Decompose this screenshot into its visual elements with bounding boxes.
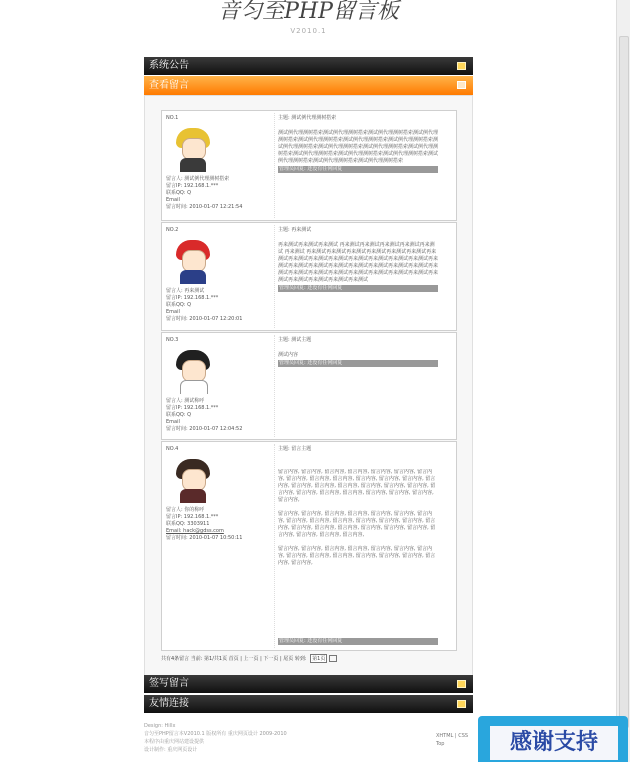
- message-time: 留言时间: 2010-01-07 12:21:54: [166, 204, 243, 210]
- avatar: [172, 126, 214, 172]
- announce-bar[interactable]: [144, 57, 473, 75]
- message-subject: 主题: 测试例代理测树搭索: [278, 115, 337, 121]
- message-email[interactable]: Email: [166, 419, 180, 425]
- message-author: 留言人: 再来测试: [166, 288, 205, 294]
- write-title: 签写留言: [149, 678, 189, 689]
- admin-reply: 管理员回复: 还没有任何回复: [278, 166, 438, 173]
- message-qq: 联系QQ: Q: [166, 190, 192, 196]
- message-list: [144, 95, 473, 677]
- message-item: [161, 110, 457, 221]
- message-number: NO.4: [166, 446, 179, 452]
- chevron-down-icon[interactable]: [329, 655, 337, 662]
- footer-design: Design: Hillx: [144, 723, 176, 729]
- footer-validators[interactable]: XHTML | CSS: [436, 733, 469, 739]
- view-title: 查看留言: [149, 80, 189, 91]
- message-ip: 留言IP: 192.168.1.***: [166, 295, 219, 301]
- message-email[interactable]: Email: [166, 309, 180, 315]
- message-author: 留言人: 测试例代理测树搭索: [166, 176, 230, 182]
- message-subject: 主题: 再来测试: [278, 227, 312, 233]
- site-version: V2010.1: [290, 27, 327, 35]
- message-qq: 联系QQ: Q: [166, 302, 192, 308]
- message-subject: 主题: 留言主题: [278, 446, 312, 452]
- message-content: 测试内容: [278, 352, 299, 358]
- page-select[interactable]: 第1页: [312, 656, 326, 662]
- admin-reply: 管理员回复: 还没有任何回复: [278, 638, 438, 645]
- folder-icon: [457, 700, 466, 708]
- write-section: [144, 675, 473, 693]
- message-email[interactable]: Email: hack@gdss.com: [166, 528, 224, 534]
- message-item: [161, 332, 457, 440]
- message-author: 留言人: 你的称呼: [166, 507, 205, 513]
- view-section: [144, 76, 473, 95]
- thanks-badge[interactable]: [478, 716, 628, 762]
- site-title: 音匀至PHP留言板: [218, 0, 399, 24]
- message-ip: 留言IP: 192.168.1.***: [166, 514, 219, 520]
- message-time: 留言时间: 2010-01-07 12:04:52: [166, 426, 243, 432]
- page-scrollbar[interactable]: [616, 0, 630, 762]
- admin-reply: 管理员回复: 还没有任何回复: [278, 360, 438, 367]
- thanks-text: 感谢支持: [490, 726, 618, 760]
- links-bar[interactable]: [144, 695, 473, 713]
- message-item: [161, 222, 457, 331]
- links-title: 友情连接: [149, 698, 189, 709]
- scrollbar-thumb[interactable]: [619, 36, 629, 728]
- avatar: [172, 348, 214, 394]
- folder-icon: [457, 680, 466, 688]
- footer-maker[interactable]: 设计制作: 重庆网页设计: [144, 747, 198, 753]
- message-content: 测试例代理测树搭索测试例代理测树搭索测试例代理测树搭索测试例代理测树搭索测试例代理测树搭索测试例代理测树搭索测试例代理测树搭索测试例代理测树搭索测试例代理测树搭索测试例代理测树搭索测试例代理测树搭索测试例代理测树搭索测试例代理测树搭索测试例代理测树搭索测试例代理测树搭索测试例代理测树搭索测试例代理测树搭索: [278, 130, 439, 164]
- message-content: 再来测试再来测试再来测试 再来测试再来测试再来测试再来测试再来测试 再来测试 再来测试再来测试再来测试再来测试再来测试再来测试再来测试再来测试再来测试再来测试再来测试再来测试再来测试再来测试再来测试再来测试再来测试再来测试再来测试再来测试再来测试再来测试再来测试再来测试再来测试再来测试再来测试再来测试再来测试再来测试再来测试再来测试再来测试再来测试再来测试: [278, 242, 439, 283]
- announce-title: 系统公告: [149, 60, 189, 71]
- message-ip: 留言IP: 192.168.1.***: [166, 183, 219, 189]
- write-bar[interactable]: [144, 675, 473, 693]
- pagination-summary[interactable]: 共有4条留言 当前: 第1/共1页 首页 | 上一页 | 下一页 | 尾页 转到:: [161, 656, 307, 662]
- message-content: 留言内容, 留言内容, 留言内容, 留言内容, 留言内容, 留言内容, 留言内容, 留言内容, 留言内容, 留言内容, 留言内容, 留言内容, 留言内容, 留言内容, 留言内容, 留言内容, 留言内容, 留言内容, 留言内容, 留言内容, 留言内容, 留言内容, 留言内容, 留言内容, 留言内容, 留言内容, 留言内容, 留言内容, 留言内容, 留言内容, 留言内容, 留言内容, 留言内容, 留言内容, 留言内容, 留言内容, 留言内容, 留言内容, 留言内容, 留言内容, 留言内容, 留言内容, 留言内容, 留言内容, 留言内容, 留言内容, 留言内容, 留言内容, 留言内容, 留言内容, 留言内容, 留言内容, 留言内容, 留言内容, 留言内容, 留言内容, 留言内容, 留言内容, 留言内容, 留言内容, 留言内容, 留言内容, 留言内容, 留言内容, 留言内容, 留言内容, 留言内容,: [278, 469, 436, 566]
- message-qq: 联系QQ: 3303911: [166, 521, 210, 527]
- message-time: 留言时间: 2010-01-07 10:50:11: [166, 535, 243, 541]
- message-item: [161, 441, 457, 651]
- message-number: NO.2: [166, 227, 179, 233]
- copy-icon: [457, 81, 466, 89]
- announce-section: [144, 57, 473, 75]
- message-email[interactable]: Email: [166, 197, 180, 203]
- admin-reply: 管理员回复: 还没有任何回复: [278, 285, 438, 292]
- avatar: [172, 238, 214, 284]
- pagination: [161, 654, 337, 663]
- avatar: [172, 457, 214, 503]
- footer-provider: 本程序由重庆网站建设提供: [144, 739, 205, 745]
- footer-top-link[interactable]: Top: [436, 741, 445, 747]
- message-subject: 主题: 测试主题: [278, 337, 312, 343]
- message-number: NO.3: [166, 337, 179, 343]
- message-number: NO.1: [166, 115, 179, 121]
- view-bar[interactable]: [144, 76, 473, 95]
- footer-copyright: 音匀至PHP留言本V2010.1 版权所有 重庆网页设计 2009-2010: [144, 731, 287, 737]
- links-section: [144, 695, 473, 713]
- message-author: 留言人: 测试称呼: [166, 398, 205, 404]
- folder-icon: [457, 62, 466, 70]
- message-qq: 联系QQ: Q: [166, 412, 192, 418]
- footer: [144, 722, 473, 754]
- message-ip: 留言IP: 192.168.1.***: [166, 405, 219, 411]
- message-time: 留言时间: 2010-01-07 12:20:01: [166, 316, 243, 322]
